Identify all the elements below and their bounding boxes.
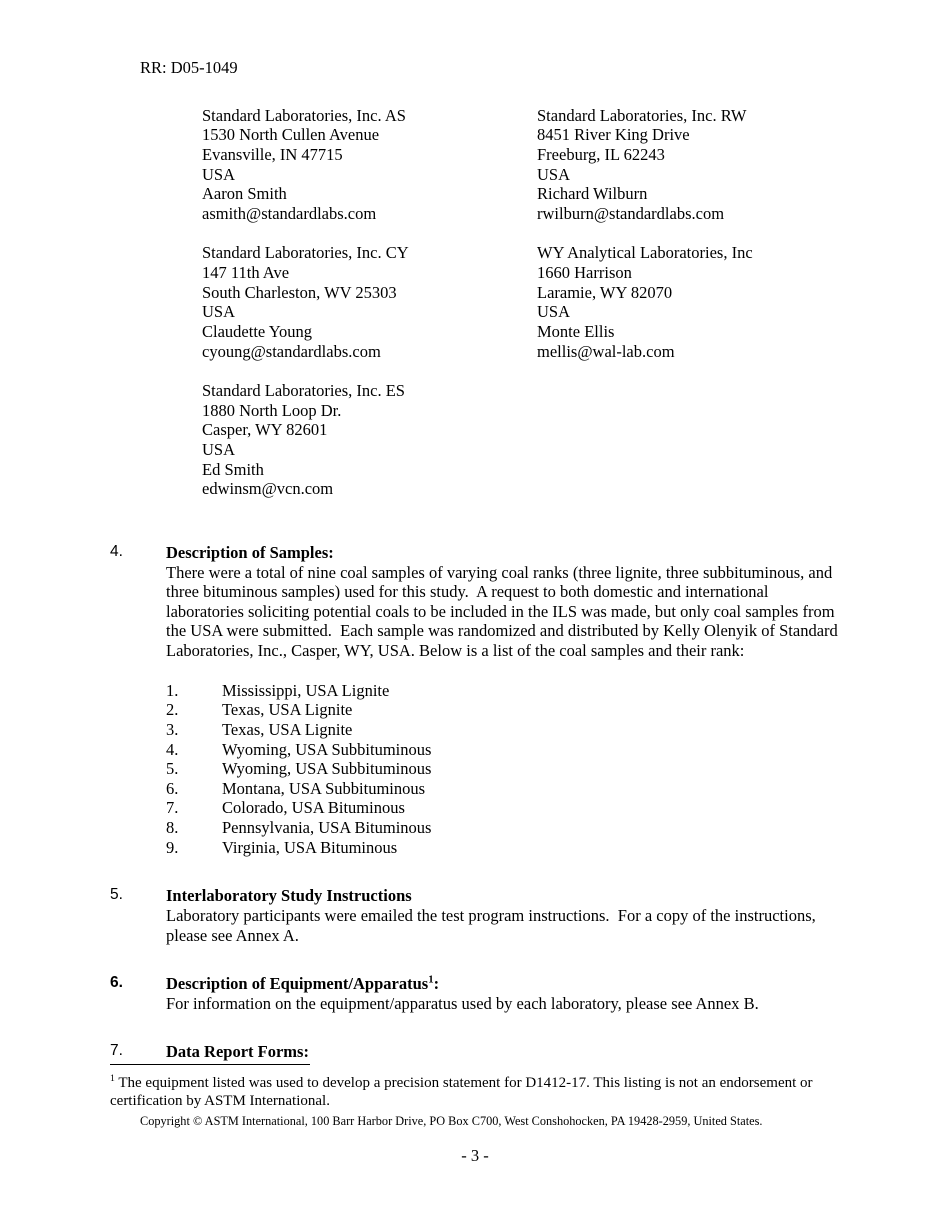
lab-contact: Claudette Young — [202, 321, 313, 341]
list-item-number: 6. — [166, 778, 179, 798]
lab-street: 147 11th Ave — [202, 263, 290, 282]
lab-address-block — [537, 243, 882, 361]
section-4-description-of-samples — [110, 543, 844, 857]
lab-address-block — [202, 381, 537, 499]
report-number: RR: D05-1049 — [140, 58, 238, 77]
address-row — [202, 243, 882, 361]
lab-country: USA — [537, 164, 571, 184]
footnote — [110, 1074, 842, 1111]
section-content — [166, 543, 844, 857]
section-content — [166, 974, 844, 1013]
footnote-reference: 1 — [428, 973, 434, 986]
section-number: 4. — [110, 542, 123, 560]
section-7-data-report-forms — [110, 1042, 844, 1062]
lab-address-block — [537, 106, 882, 224]
list-item-number: 3. — [166, 719, 179, 739]
laboratory-addresses — [202, 106, 882, 499]
lab-city: South Charleston, WV 25303 — [202, 282, 397, 302]
list-item — [166, 818, 844, 838]
list-item — [166, 681, 844, 701]
lab-country: USA — [202, 302, 236, 322]
lab-street: 8451 River King Drive — [537, 125, 690, 145]
list-item-label: Texas, USA Lignite — [222, 700, 353, 720]
address-row — [202, 381, 882, 499]
list-item-number: 7. — [166, 798, 179, 818]
lab-name: WY Analytical Laboratories, Inc — [537, 243, 753, 263]
lab-email: cyoung@standardlabs.com — [202, 341, 381, 361]
page-number: - 3 - — [461, 1146, 489, 1165]
lab-email: edwinsm@vcn.com — [202, 479, 334, 499]
lab-name: Standard Laboratories, Inc. CY — [202, 243, 409, 263]
section-title — [166, 974, 844, 994]
list-item-number: 1. — [166, 680, 179, 700]
footnote-text: The equipment listed was used to develop a precision statement for D1412-17. This listing is not an endorsement or certification by ASTM International. — [110, 1075, 817, 1110]
lab-street: 1880 North Loop Dr. — [202, 400, 342, 420]
lab-city: Freeburg, IL 62243 — [537, 144, 665, 164]
lab-street: 1530 North Cullen Avenue — [202, 125, 380, 145]
list-item — [166, 720, 844, 740]
lab-city: Casper, WY 82601 — [202, 420, 328, 440]
list-item-label: Colorado, USA Bituminous — [222, 798, 405, 818]
section-title-text: Description of Equipment/Apparatus — [166, 974, 429, 994]
section-number: 7. — [110, 1042, 123, 1060]
lab-street: 1660 Harrison — [537, 263, 632, 282]
list-item-label: Montana, USA Subbituminous — [222, 778, 426, 798]
list-item-label: Pennsylvania, USA Bituminous — [222, 818, 432, 837]
lab-contact: Aaron Smith — [202, 184, 287, 204]
lab-email: asmith@standardlabs.com — [202, 203, 377, 223]
list-item-number: 9. — [166, 837, 179, 857]
lab-contact: Richard Wilburn — [537, 184, 648, 204]
list-item-number: 5. — [166, 759, 179, 779]
footnote-number: 1 — [110, 1073, 115, 1084]
footnote-divider — [110, 1064, 310, 1065]
lab-contact: Ed Smith — [202, 459, 264, 479]
section-content — [166, 886, 844, 945]
section-number: 6. — [110, 974, 123, 992]
page-footer — [110, 1064, 842, 1129]
lab-country: USA — [202, 164, 236, 184]
list-item — [166, 759, 844, 779]
list-item-label: Virginia, USA Bituminous — [222, 837, 398, 857]
section-body: For information on the equipment/apparatus used by each laboratory, please see Annex B. — [166, 993, 759, 1013]
list-item-number: 8. — [166, 818, 179, 837]
copyright-line: Copyright © ASTM International, 100 Barr Harbor Drive, PO Box C700, West Conshohocken, PA 19428-2959, United States. — [140, 1113, 763, 1128]
lab-name: Standard Laboratories, Inc. RW — [537, 105, 747, 125]
list-item — [166, 838, 844, 858]
list-item-number: 2. — [166, 700, 179, 720]
section-title: Interlaboratory Study Instructions — [166, 886, 412, 906]
section-content — [166, 1042, 844, 1062]
list-item-label: Wyoming, USA Subbituminous — [222, 759, 432, 779]
list-item — [166, 798, 844, 818]
lab-name: Standard Laboratories, Inc. AS — [202, 105, 406, 125]
lab-contact: Monte Ellis — [537, 321, 615, 341]
list-item-label: Wyoming, USA Subbituminous — [222, 739, 432, 759]
list-item — [166, 700, 844, 720]
lab-city: Laramie, WY 82070 — [537, 282, 673, 302]
section-body: There were a total of nine coal samples of varying coal ranks (three lignite, three subbituminous, and three bituminous samples) used for this study. A request to both domestic and international laboratories soliciting potential coals to be included in the ILS was made, but only coal samples from the USA were submitted. Each sample was randomized and distributed by Kelly Olenyik of Standard Laboratories, Inc., Casper, WY, USA. Below is a list of the coal samples and their rank: — [166, 562, 842, 660]
section-title: Description of Samples: — [166, 542, 334, 562]
section-number: 5. — [110, 886, 123, 904]
list-item — [166, 779, 844, 799]
list-item-label: Mississippi, USA Lignite — [222, 680, 390, 700]
lab-address-block — [202, 106, 537, 224]
lab-city: Evansville, IN 47715 — [202, 144, 343, 164]
lab-address-block — [202, 243, 537, 361]
address-row — [202, 106, 882, 224]
lab-email: mellis@wal-lab.com — [537, 341, 675, 361]
section-body: Laboratory participants were emailed the test program instructions. For a copy of the instructions, please see Annex A. — [166, 905, 820, 945]
lab-email: rwilburn@standardlabs.com — [537, 203, 725, 223]
section-5-study-instructions — [110, 886, 844, 945]
lab-country: USA — [537, 302, 571, 322]
document-sections — [110, 543, 844, 1062]
lab-address-block-empty — [537, 381, 882, 499]
lab-country: USA — [202, 440, 236, 459]
lab-name: Standard Laboratories, Inc. ES — [202, 381, 405, 401]
section-title: Data Report Forms: — [166, 1042, 309, 1062]
list-item — [166, 740, 844, 760]
list-item-number: 4. — [166, 739, 179, 759]
section-6-equipment-apparatus — [110, 974, 844, 1013]
section-title-suffix: : — [433, 974, 440, 994]
coal-sample-list — [166, 681, 844, 858]
list-item-label: Texas, USA Lignite — [222, 719, 353, 739]
